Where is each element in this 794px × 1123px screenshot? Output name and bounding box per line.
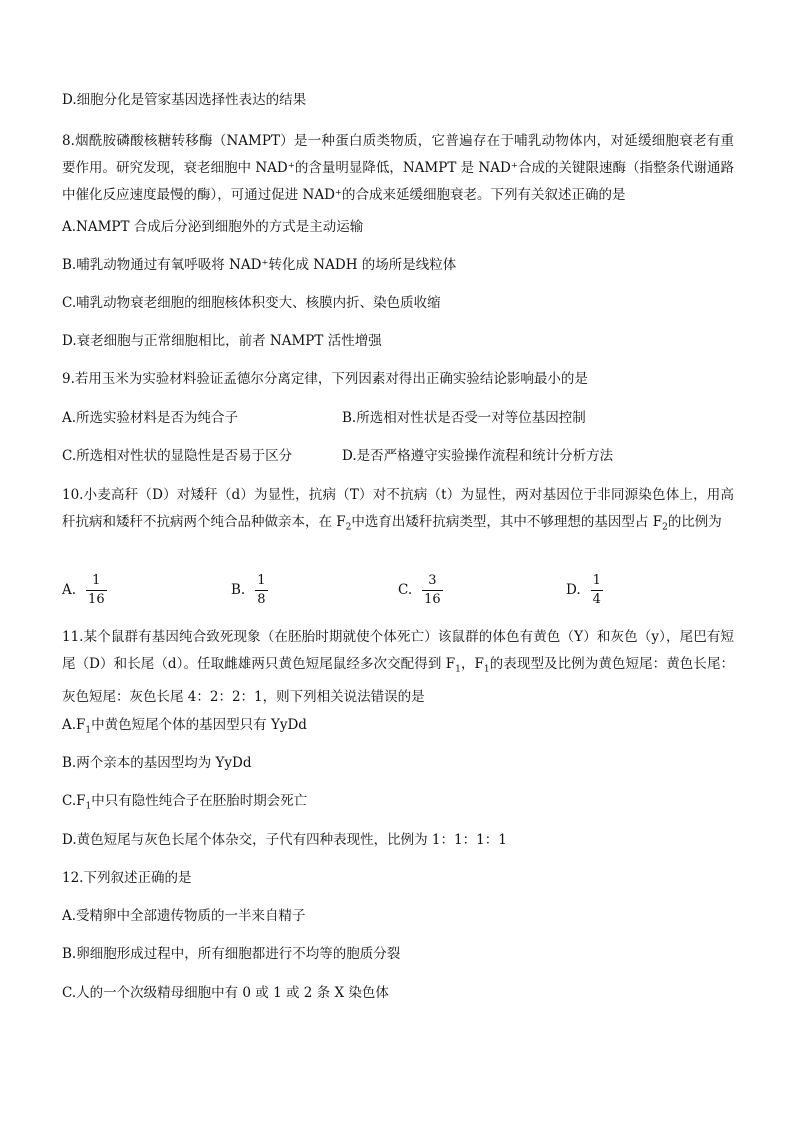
fraction-denominator: 16 [424, 591, 441, 607]
q10-stem-part1: 10.小麦高秆（D）对矮秆（d）为显性，抗病（T）对不抗病（t）为显性，两对基因位于非同源染色体上，用高秆抗病和矮秆不抗病两个纯合品种做亲本，在 F [62, 487, 734, 530]
q8-stem: 8.烟酰胺磷酸核糖转移酶（NAMPT）是一种蛋白质类物质，它普遍存在于哺乳动物体内，对延缓细胞衰老有重要作用。研究发现，衰老细胞中 NAD⁺的含量明显降低，NAMPT 是 NAD⁺合成的关键限速酶（指整条代谢通路中催化反应速度最慢的酶），可通过促进 NAD⁺的合成来延缓细胞衰老。下列有关叙述正确的是 [62, 133, 734, 203]
fraction [591, 573, 603, 608]
q11-subscript: 1 [483, 664, 490, 675]
q10-option-label: C. [398, 582, 413, 598]
q9-stem: 9.若用玉米为实验材料验证孟德尔分离定律，下列因素对得出正确实验结论影响最小的是 [62, 371, 588, 387]
q9-option-d: D.是否严格遵守实验操作流程和统计分析方法 [342, 448, 614, 464]
q10-option-b [231, 570, 268, 610]
fraction-numerator: 1 [257, 572, 266, 588]
fraction-numerator: 1 [592, 572, 601, 588]
q9-option-a: A.所选实验材料是否为纯合子 [62, 410, 239, 426]
q11-subscript: 1 [85, 801, 92, 812]
q11-stem-part2: ，F [460, 656, 484, 672]
q10-subscript: 2 [662, 522, 668, 533]
q11-subscript: 1 [455, 664, 461, 675]
q10-option-c [398, 570, 443, 610]
q11-option-a-prefix: A.F [62, 717, 86, 733]
fraction-denominator: 4 [592, 591, 601, 607]
q10-stem-part3: 的比例为 [667, 514, 722, 530]
q12-option-b: B.卵细胞形成过程中，所有细胞都进行不均等的胞质分裂 [62, 946, 401, 962]
fraction-numerator: 1 [92, 572, 101, 588]
q11-option-c-prefix: C.F [62, 793, 86, 809]
q11-stem [62, 624, 734, 711]
q7-option-d: D.细胞分化是管家基因选择性表达的结果 [62, 92, 307, 108]
q11-option-c [62, 791, 307, 817]
q12-option-c: C.人的一个次级精母细胞中有 0 或 1 或 2 条 X 染色体 [62, 985, 389, 1001]
q10-stem [62, 482, 734, 542]
q12-stem: 12.下列叙述正确的是 [62, 870, 192, 886]
q10-option-a [62, 570, 107, 610]
q8-option-a: A.NAMPT 合成后分泌到细胞外的方式是主动运输 [62, 219, 364, 235]
q11-stem-part3: 的表现型及比例为黄色短尾：黄色长尾：灰色短尾：灰色长尾 4：2：2：1，则下列相关说法错误的是 [62, 656, 735, 705]
q8-option-c: C.哺乳动物衰老细胞的细胞核体积变大、核膜内折、染色质收缩 [62, 295, 441, 311]
q11-option-a [62, 715, 307, 741]
fraction [422, 573, 443, 608]
fraction-numerator: 3 [428, 572, 437, 588]
fraction [255, 573, 267, 608]
fraction-denominator: 8 [257, 591, 266, 607]
q10-subscript: 2 [345, 522, 352, 533]
q9-option-c: C.所选相对性状的显隐性是否易于区分 [62, 448, 293, 464]
fraction [86, 573, 107, 608]
q10-option-label: D. [566, 582, 581, 598]
q10-option-d [566, 570, 603, 610]
q10-option-label: A. [62, 582, 77, 598]
q11-subscript: 1 [85, 725, 92, 736]
q11-option-d: D.黄色短尾与灰色长尾个体杂交，子代有四种表现性，比例为 1：1：1：1 [62, 832, 507, 848]
q11-stem-part1: 11.某个鼠群有基因纯合致死现象（在胚胎时期就使个体死亡）该鼠群的体色有黄色（Y）和灰色（y），尾巴有短尾（D）和长尾（d）。任取雌雄两只黄色短尾鼠经多次交配得到 F [62, 629, 734, 672]
q10-option-label: B. [231, 582, 246, 598]
q11-option-b: B.两个亲本的基因型均为 YyDd [62, 755, 252, 771]
q12-option-a: A.受精卵中全部遗传物质的一半来自精子 [62, 908, 306, 924]
q11-option-a-text: 中黄色短尾个体的基因型只有 YyDd [91, 717, 307, 733]
q8-option-d: D.衰老细胞与正常细胞相比，前者 NAMPT 活性增强 [62, 333, 382, 349]
q10-stem-part2: 中选育出矮秆抗病类型，其中不够理想的基因型占 F [351, 514, 663, 530]
q9-option-b: B.所选相对性状是否受一对等位基因控制 [342, 410, 586, 426]
q11-option-c-text: 中只有隐性纯合子在胚胎时期会死亡 [91, 793, 308, 809]
fraction-denominator: 16 [88, 591, 105, 607]
q8-option-b: B.哺乳动物通过有氧呼吸将 NAD⁺转化成 NADH 的场所是线粒体 [62, 257, 457, 273]
